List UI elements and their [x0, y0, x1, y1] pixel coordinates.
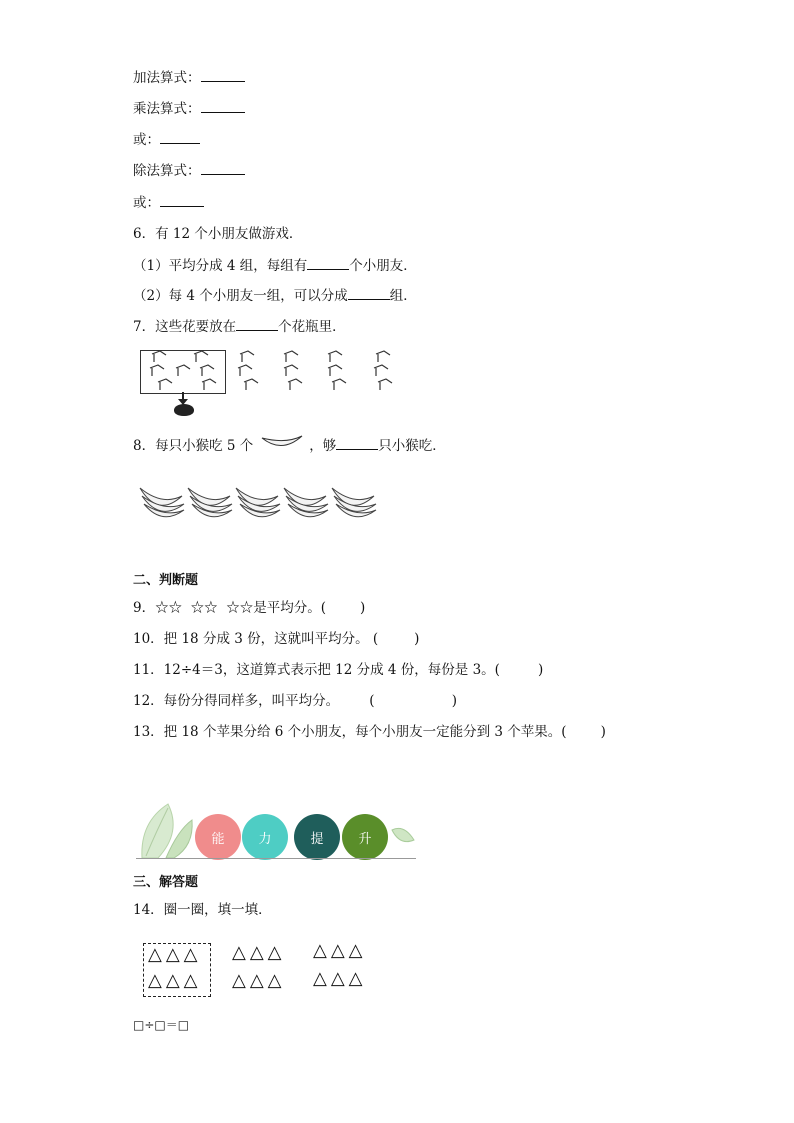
or-label: 或： [133, 132, 160, 148]
judge-paren: ) [414, 631, 420, 647]
banner-circle-2: 力 [242, 814, 288, 860]
q8-text: 8．每只小猴吃 5 个 [133, 438, 254, 454]
q7-text: 7．这些花要放在 [133, 319, 237, 335]
division-equation[interactable]: □÷□＝□ [133, 1018, 190, 1032]
banner-divider [136, 858, 416, 859]
judge-text: 11．12÷4＝3，这道算式表示把 12 分成 4 份，每份是 3。( [133, 662, 500, 678]
judge-paren: ) [360, 600, 366, 616]
triangle-row: △△△ [232, 942, 286, 963]
answer-blank[interactable] [348, 286, 390, 300]
answer-blank[interactable] [160, 130, 200, 144]
small-leaf-icon [390, 824, 416, 846]
multiplication-label: 乘法算式： [133, 101, 201, 117]
judge-paren: ) [537, 662, 544, 678]
judge-text: 12．每份分得同样多，叫平均分。 [133, 693, 340, 709]
judge-paren: ( ) [369, 693, 457, 709]
q6-part2-text: （2）每 4 个小朋友一组，可以分成 [133, 288, 348, 304]
flowers-illustration [140, 348, 410, 398]
q6-part2-suffix: 组． [389, 288, 417, 304]
triangle-row: △△△ [232, 970, 286, 991]
leaf-decoration-icon [138, 802, 198, 860]
banner-circle-1: 能 [195, 814, 241, 860]
or-label: 或： [133, 195, 160, 211]
arrow-down-icon [182, 392, 184, 402]
addition-line [133, 68, 245, 87]
banner-circle-4: 升 [342, 814, 388, 860]
q6-stem: 6．有 12 个小朋友做游戏． [133, 226, 303, 242]
answer-blank[interactable] [336, 436, 378, 450]
answer-blank[interactable] [201, 161, 245, 175]
banana-icon [260, 432, 304, 452]
answer-blank[interactable] [201, 99, 245, 113]
answer-blank[interactable] [307, 256, 349, 270]
vase-icon [174, 404, 194, 416]
multiplication-line [133, 99, 245, 118]
triangle-row: △△△ [313, 968, 367, 989]
q7-suffix: 个花瓶里． [278, 319, 346, 335]
judge-item-12 [133, 692, 457, 710]
banana-bunches-illustration [138, 478, 383, 520]
division-label: 除法算式： [133, 163, 201, 179]
answer-blank[interactable] [201, 68, 245, 82]
judge-item-13 [133, 723, 606, 741]
triangle-row: △△△ [148, 970, 202, 991]
q6-part2 [133, 286, 417, 305]
q7-stem [133, 317, 346, 336]
division-line [133, 161, 245, 180]
q8-suffix: 只小猴吃． [378, 438, 446, 454]
answer-blank[interactable] [160, 193, 204, 207]
judge-item-10 [133, 630, 419, 648]
or-line-1 [133, 130, 200, 149]
or-line-2 [133, 193, 204, 212]
answer-blank[interactable] [236, 317, 278, 331]
judge-text: 10．把 18 分成 3 份，这就叫平均分。 ( [133, 631, 379, 647]
triangle-row: △△△ [313, 940, 367, 961]
q6-part1-suffix: 个小朋友． [349, 258, 417, 274]
triangle-row: △△△ [148, 944, 202, 965]
addition-label: 加法算式： [133, 70, 201, 86]
judge-text: 13．把 18 个苹果分给 6 个小朋友，每个小朋友一定能分到 3 个苹果。( [133, 724, 567, 740]
q14-stem: 14．圈一圈，填一填． [133, 902, 272, 918]
section2-title: 二、判断题 [133, 573, 199, 588]
q6-part1 [133, 256, 417, 275]
judge-paren: ) [600, 724, 606, 740]
section3-title: 三、解答题 [133, 875, 199, 890]
q8-mid: ，够 [309, 438, 337, 454]
judge-text: 9．☆☆ ☆☆ ☆☆是平均分。( [133, 600, 327, 616]
banner-circle-3: 提 [294, 814, 340, 860]
q6-part1-text: （1）平均分成 4 组，每组有 [133, 258, 308, 274]
judge-item-11 [133, 661, 543, 679]
judge-item-9 [133, 599, 365, 617]
